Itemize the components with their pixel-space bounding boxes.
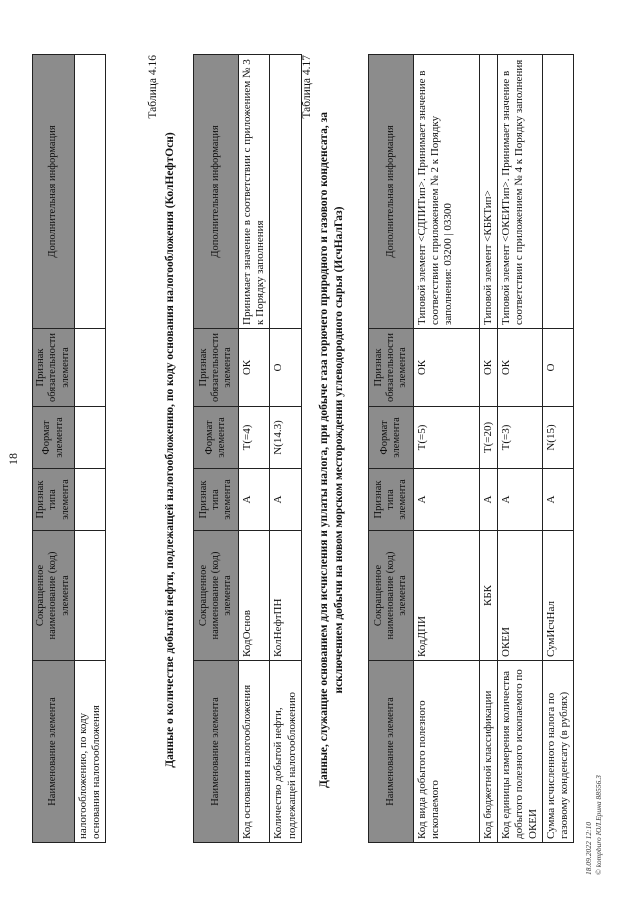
table-cell: Код бюджетной классификации [480,661,498,843]
table-cell: Типовой элемент <ОКЕИТип>. Принимает значение в соответствии с приложением № 4 к Порядку заполнения [498,55,543,329]
table-cell [75,469,106,531]
table-cell [542,55,573,329]
header-cell: Признак обязательности элемента [369,329,414,407]
table-row [239,55,270,843]
header-cell: Признак типа элемента [33,469,75,531]
table-row [414,55,480,843]
table-cell [75,329,106,407]
header-cell: Признак обязательности элемента [33,329,75,407]
header-cell: Признак типа элемента [369,469,414,531]
table-cell: T(=20) [480,407,498,469]
table-cell: КодДПИ [414,531,480,661]
table-cell [75,407,106,469]
header-cell: Признак типа элемента [194,469,239,531]
table-cell [75,531,106,661]
table-cell [270,55,301,329]
table-cell: ОК [414,329,480,407]
header-cell: Дополнительная информация [33,55,75,329]
table-417 [368,54,574,843]
table-cell: N(14.3) [270,407,301,469]
footnote-timestamp: 18.09.2022 12:10 [584,821,593,875]
table-row [542,55,573,843]
table-cell: А [498,469,543,531]
table-cell: А [480,469,498,531]
table-cell [75,55,106,329]
table-cell: Типовой элемент <СДПИТип>. Принимает значение в соответствии с приложением № 2 к Порядку заполнения: 03200 | 03300 [414,55,480,329]
table-cell: СумИсчНал [542,531,573,661]
table-cell: ОК [239,329,270,407]
header-cell: Дополнительная информация [194,55,239,329]
header-cell: Наименование элемента [369,661,414,843]
header-cell: Наименование элемента [33,661,75,843]
table-417-heading-line2: исключением добычи на новом морском месторождении углеводородного сырья (ИсчНалГаз) [333,206,345,694]
header-cell: Сокращенное наименование (код) элемента [194,531,239,661]
table-row [498,55,543,843]
table-cell: Код основания налогообложения [239,661,270,843]
table-417-label: Таблица 4.17 [301,55,313,119]
table-416-label: Таблица 4.16 [147,55,159,119]
table-cell: КодОснов [239,531,270,661]
table-cell: Сумма исчисленного налога по газовому конденсату (в рублях) [542,661,573,843]
table-cell: T(=5) [414,407,480,469]
table-417-heading-line1: Данные, служащие основанием для исчисления и уплаты налога, при добыче газа горючего природного и газового конденсата, за [318,112,330,788]
table-416-heading: Данные о количестве добытой нефти, подлежащей налогообложению, по коду основания налогообложения (КолНефтОсн) [164,132,176,768]
table-cell: КолНефтПН [270,531,301,661]
table-cell: А [542,469,573,531]
page-number: 18 [6,453,20,465]
table-row [480,55,498,843]
table-cell: Код единицы измерения количества добытого полезного ископаемого по ОКЕИ [498,661,543,843]
table-cell: А [239,469,270,531]
table-row [270,55,301,843]
table-cell: ОКЕИ [498,531,543,661]
table-cell: А [270,469,301,531]
table-cell: Типовой элемент <КБКТип> [480,55,498,329]
table-row [75,55,106,843]
header-cell: Формат элемента [369,407,414,469]
header-cell: Признак обязательности элемента [194,329,239,407]
table-cell: Принимает значение в соответствии с приложением № 3 к Порядку заполнения [239,55,270,329]
table-cell: N(15) [542,407,573,469]
header-cell: Сокращенное наименование (код) элемента [369,531,414,661]
table-cell: КБК [480,531,498,661]
header-cell: Формат элемента [33,407,75,469]
table-cell: ОК [480,329,498,407]
header-cell: Дополнительная информация [369,55,414,329]
table-416 [193,54,302,843]
table-cell: А [414,469,480,531]
table-cell: О [270,329,301,407]
table-continuation [32,54,106,843]
table-cell: T(=3) [498,407,543,469]
footnote-author: © kompburo ЮЛ.Ерина 88556.3 [594,775,603,875]
table-cell: О [542,329,573,407]
header-cell: Наименование элемента [194,661,239,843]
table-cell: Количество добытой нефти, подлежащей налогообложению [270,661,301,843]
table-cell: T(=4) [239,407,270,469]
table-cell: налогообложению, по коду основания налогообложения [75,661,106,843]
header-cell: Сокращенное наименование (код) элемента [33,531,75,661]
table-cell: ОК [498,329,543,407]
table-cell: Код вида добытого полезного ископаемого [414,661,480,843]
header-cell: Формат элемента [194,407,239,469]
